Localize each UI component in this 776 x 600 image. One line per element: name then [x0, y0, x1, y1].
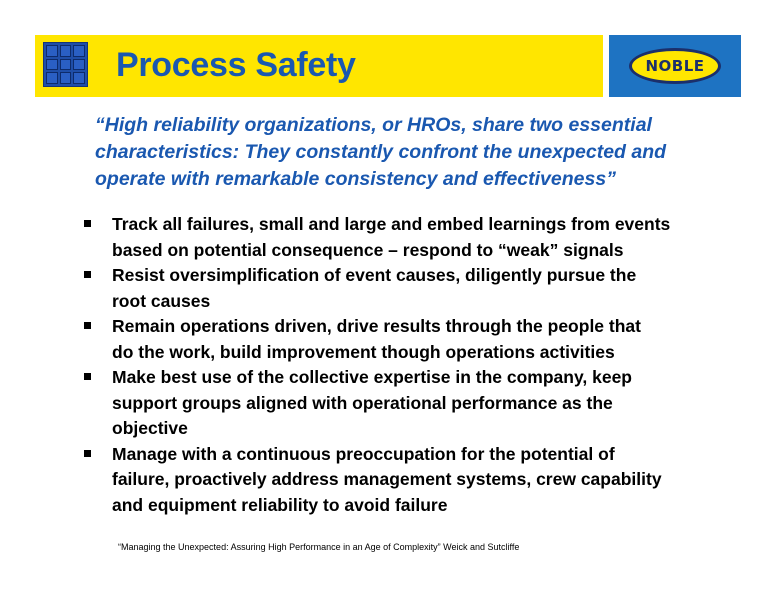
- bullet-line: based on potential consequence – respond to “weak” signals: [112, 239, 624, 260]
- quote: [95, 112, 735, 193]
- noble-logo: [609, 35, 741, 97]
- quote-line: characteristics: They constantly confront the unexpected and: [95, 141, 667, 163]
- bullet-line: and equipment reliability to avoid failure: [112, 494, 448, 515]
- citation: “Managing the Unexpected: Assuring High Performance in an Age of Complexity” Weick and Sutcliffe: [118, 542, 520, 552]
- bullet-line: Resist oversimplification of event causes, diligently pursue the: [112, 265, 637, 285]
- bullet-line: Remain operations driven, drive results through the people that: [112, 316, 641, 336]
- bullet-line: failure, proactively address management systems, crew capability: [112, 469, 662, 489]
- grid-logo-icon: [43, 42, 88, 87]
- bullet-item: [84, 212, 744, 263]
- bullet-line: support groups aligned with operational performance as the: [112, 392, 613, 413]
- bullet-line: Manage with a continuous preoccupation for the potential of: [112, 443, 615, 464]
- bullet-line: root causes: [112, 290, 211, 311]
- bullet-line: Make best use of the collective expertise in the company, keep: [112, 367, 633, 387]
- page-title: Process Safety: [116, 46, 356, 84]
- bullet-line: Track all failures, small and large and embed learnings from events: [112, 214, 671, 234]
- noble-logo-oval: [629, 48, 721, 84]
- bullet-item: [84, 442, 744, 519]
- noble-logo-text: NOBLE: [645, 57, 705, 75]
- bullet-item: [84, 263, 744, 314]
- bullet-line: do the work, build improvement though operations activities: [112, 341, 615, 362]
- bullet-item: [84, 365, 744, 442]
- quote-line: operate with remarkable consistency and effectiveness”: [95, 168, 616, 190]
- quote-line: “High reliability organizations, or HROs, share two essential: [95, 114, 652, 136]
- bullet-list: [84, 212, 744, 518]
- bullet-line: objective: [112, 418, 188, 438]
- bullet-item: [84, 314, 744, 365]
